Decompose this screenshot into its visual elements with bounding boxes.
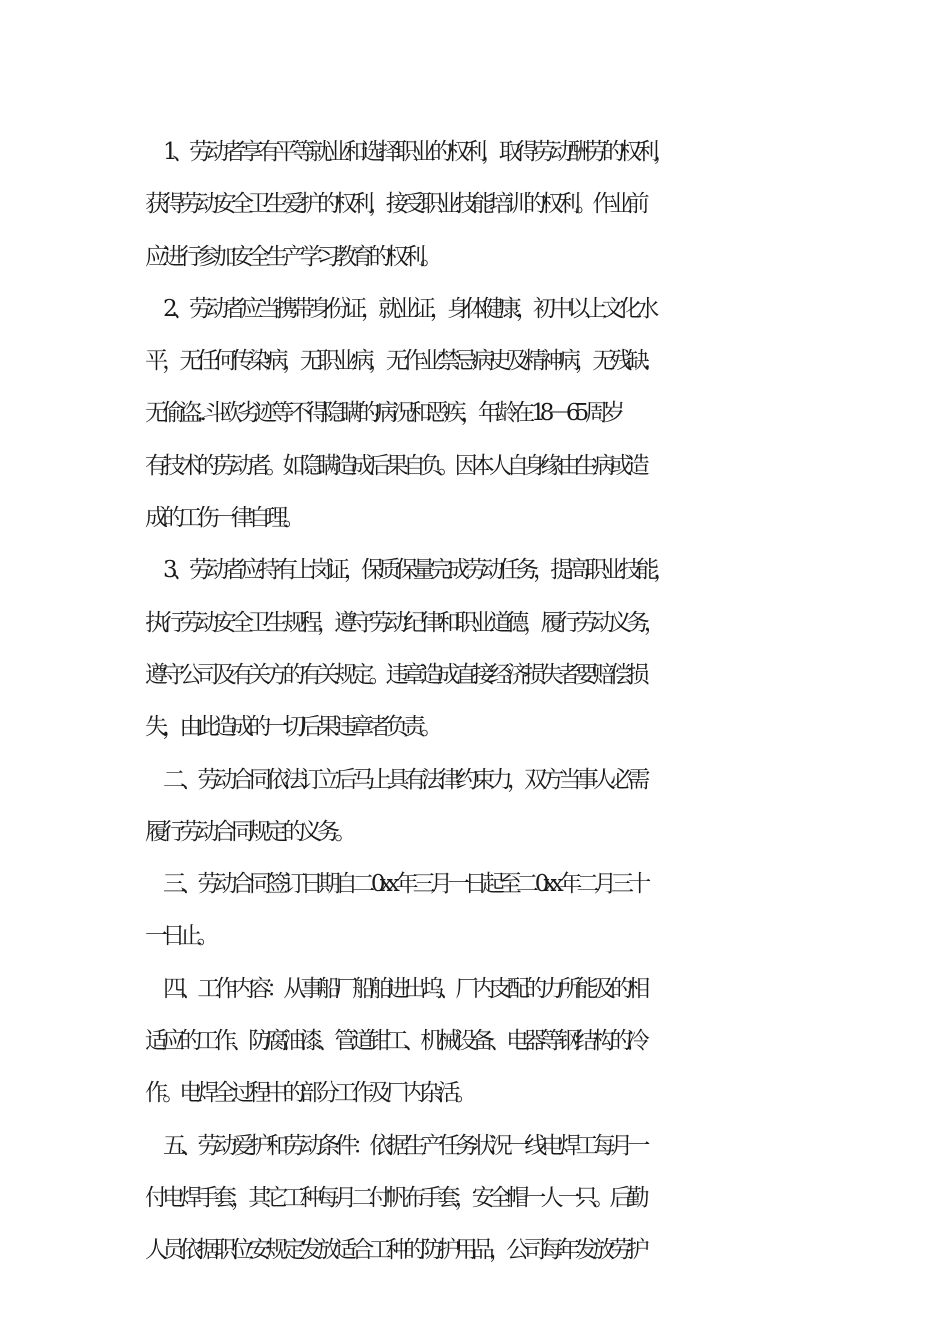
paragraph [0,126,950,283]
text-line: 适应的工作、防腐油漆、管道钳工、机械设备、电器等钢结构的冷 [145,1028,644,1055]
text-line: 无偷盗. . 斗欧劣迹等不得隐瞒的病况和恶疾，年龄在 18－65 周岁 [145,400,620,427]
text-line: 3、劳动者应持有上岗证，保质保量完成劳动任务，提高职业技能， [163,557,671,584]
text-line: 获得劳动安全卫生爱护的权利，接受职业技能培训的权利。作业前 [145,191,644,218]
text-line: 五、劳动爱护和劳动条件：依据生产任务状况一线电焊工每月一 [163,1132,645,1159]
text-line: 人员依据职位安规定发放适合工种的防护用品，公司每年发放劳护 [145,1237,644,1264]
text-line: 应进行参加安全生产学习教育的权利。 [145,243,438,270]
paragraph [0,858,950,963]
text-line: 四、工作内容：从事船厂船舶进出坞、厂内支配的力所能及的相 [163,975,645,1002]
text-line: 2、劳动者应当携带身份证，就业证，身体健康，初中以上文化水 [163,295,654,322]
text-line: 履行劳动合同规定的义务。 [145,818,352,845]
text-line: 失，由此造成的一切后果违章者负责。 [145,714,438,741]
text-line: 1、劳动者享有平等就业和选择职业的权利，取得劳动酬劳的权利， [163,139,671,165]
paragraph [0,754,950,859]
text-line: 平，无任何传染病，无职业病，无作业禁忌病史及精神病，无残缺. [145,348,646,375]
text-line: 遵守公司及有关方的有关规定。违章造成直接经济损失者要赔偿损 [145,661,644,688]
paragraph [0,544,950,753]
text-line: 一日止。 [145,923,214,950]
text-line: 二、劳动合同依法订立后马上具有法律约束力，双方当事人必需 [163,766,645,793]
text-line: 成的工伤一律自理。 [145,505,300,532]
paragraph [0,283,950,544]
document-body [0,126,950,1277]
text-line: 有技术的劳动者。如隐瞒造成后果自负。因本人自身缘由生病或造 [145,452,644,479]
paragraph [0,963,950,1120]
text-line: 作。电焊全过程中的部分工作及厂内杂活。 [145,1080,472,1107]
text-line: 付电焊手套，其它工种每月二付帆布手套，安全帽一人一只。后勤 [145,1184,644,1211]
text-line: 执行劳动安全卫生规程，遵守劳动纪律和职业道德，履行劳动义务， [145,609,662,636]
paragraph [0,1120,950,1277]
text-line: 三、劳动合同签订日期自二 0xx 年三月一日起至二 0xx 年二月三十 [163,871,646,898]
